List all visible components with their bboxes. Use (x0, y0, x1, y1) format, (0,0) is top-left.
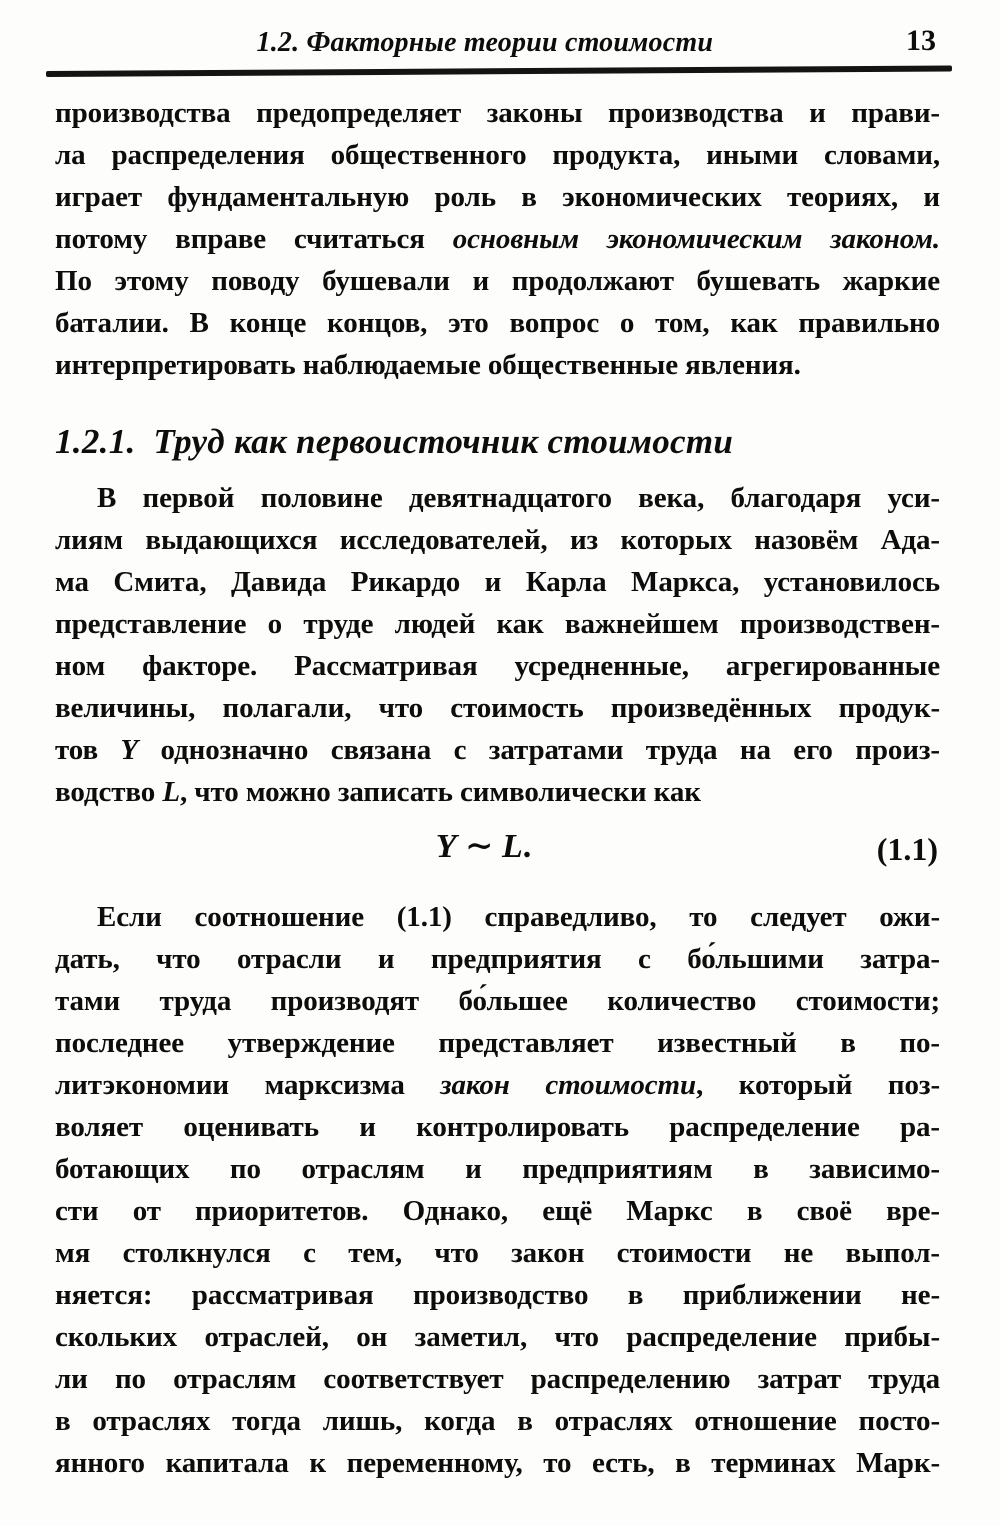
text-line (55, 1442, 940, 1484)
running-header-title: 1.2. Факторные теории стоимости (256, 27, 714, 58)
text-segment: ла распределения общественного продукта, иными словами, (55, 139, 940, 171)
text-segment: По этому поводу бушевали и продолжают бушевать жаркие (55, 265, 940, 297)
text-segment: мя столкнулся с тем, что закон стоимости не выпол- (55, 1237, 940, 1269)
text-line (55, 1148, 940, 1190)
text-segment: величины, полагали, что стоимость произведённых продук- (55, 692, 940, 724)
text-line (41, 826, 926, 866)
header-rule (46, 65, 952, 77)
text-line (55, 1274, 940, 1316)
text-segment: интерпретировать наблюдаемые общественные явления. (55, 349, 801, 381)
italic-text-segment: L (162, 776, 180, 808)
text-line (55, 1022, 940, 1064)
text-segment: однозначно связана с затратами труда на его произ- (138, 734, 940, 766)
text-line (55, 92, 940, 134)
text-segment: няется: рассматривая производство в приближении не- (55, 1279, 940, 1311)
text-line (55, 1190, 940, 1232)
text-line (55, 1106, 940, 1148)
text-line (55, 344, 940, 386)
text-line (55, 218, 940, 260)
text-segment: скольких отраслей, он заметил, что распределение прибы- (55, 1321, 940, 1353)
text-segment: , что можно записать символически как (179, 776, 701, 808)
equation-number: (1.1) (876, 831, 938, 867)
text-line (55, 1358, 940, 1400)
text-segment: ма Смита, Давида Рикардо и Карла Маркса, установилось (55, 566, 940, 598)
text-line (55, 519, 940, 561)
text-line (55, 771, 940, 813)
text-segment: тов (55, 734, 121, 766)
text-segment: дать, что отрасли и предприятия с бо́льшими затра- (55, 943, 940, 975)
text-segment: ∼ (456, 828, 502, 865)
text-line (55, 1064, 940, 1106)
text-line (55, 896, 940, 938)
text-line (55, 176, 940, 218)
text-line (55, 260, 940, 302)
text-segment: потому вправе считаться (55, 223, 453, 255)
text-line (55, 561, 940, 603)
equation-block (55, 826, 940, 880)
text-segment: В первой половине девятнадцатого века, благодаря уси- (97, 482, 940, 514)
text-segment: баталии. В конце концов, это вопрос о том, как правильно (55, 307, 940, 339)
text-segment: . (522, 828, 532, 865)
italic-text-segment: L (502, 828, 523, 865)
italic-text-segment: основным экономическим законом. (452, 223, 940, 255)
text-line (55, 1400, 940, 1442)
equation-body (55, 826, 940, 866)
paragraph-2 (55, 477, 940, 813)
text-line (55, 603, 940, 645)
text-segment: производства предопределяет законы производства и прави- (55, 97, 940, 129)
text-line (55, 1316, 940, 1358)
text-line (55, 134, 940, 176)
text-segment: янного капитала к переменному, то есть, в терминах Марк- (55, 1447, 940, 1479)
text-segment: водство (55, 776, 163, 808)
text-line (55, 645, 940, 687)
text-line (55, 729, 940, 771)
text-line (55, 938, 940, 980)
running-header (55, 26, 942, 62)
text-line (55, 980, 940, 1022)
text-line (55, 302, 940, 344)
text-segment: , который поз- (696, 1069, 940, 1101)
italic-text-segment: Y (120, 734, 139, 766)
text-segment: тами труда производят бо́льшее количество стоимости; (55, 985, 940, 1017)
text-segment: ли по отраслям соответствует распределению затрат труда (55, 1363, 940, 1395)
text-segment: ботающих по отраслям и предприятиям в зависимо- (55, 1153, 940, 1185)
text-segment: представление о труде людей как важнейшем производствен- (55, 608, 940, 640)
text-segment: Если соотношение (1.1) справедливо, то следует ожи- (97, 901, 940, 933)
paragraph-1 (55, 92, 940, 386)
text-segment: литэкономии марксизма (55, 1069, 441, 1101)
text-line (55, 1232, 940, 1274)
page-number: 13 (906, 24, 936, 57)
text-segment: воляет оценивать и контролировать распределение ра- (55, 1111, 940, 1143)
section-heading: 1.2.1. Труд как первоисточник стоимости (55, 422, 734, 461)
text-segment: последнее утверждение представляет известный в по- (55, 1027, 940, 1059)
italic-text-segment: закон стоимости (440, 1069, 697, 1101)
text-line (55, 477, 940, 519)
text-segment: сти от приоритетов. Однако, ещё Маркс в своё вре- (55, 1195, 940, 1227)
text-segment: играет фундаментальную роль в экономических теориях, и (55, 181, 940, 213)
text-segment: лиям выдающихся исследователей, из которых назовём Ада- (55, 524, 940, 556)
italic-text-segment: Y (435, 828, 457, 865)
text-line (55, 687, 940, 729)
text-segment: в отраслях тогда лишь, когда в отраслях отношение посто- (55, 1405, 940, 1437)
paragraph-3 (55, 896, 940, 1484)
text-segment: ном факторе. Рассматривая усредненные, агрегированные (55, 650, 940, 682)
